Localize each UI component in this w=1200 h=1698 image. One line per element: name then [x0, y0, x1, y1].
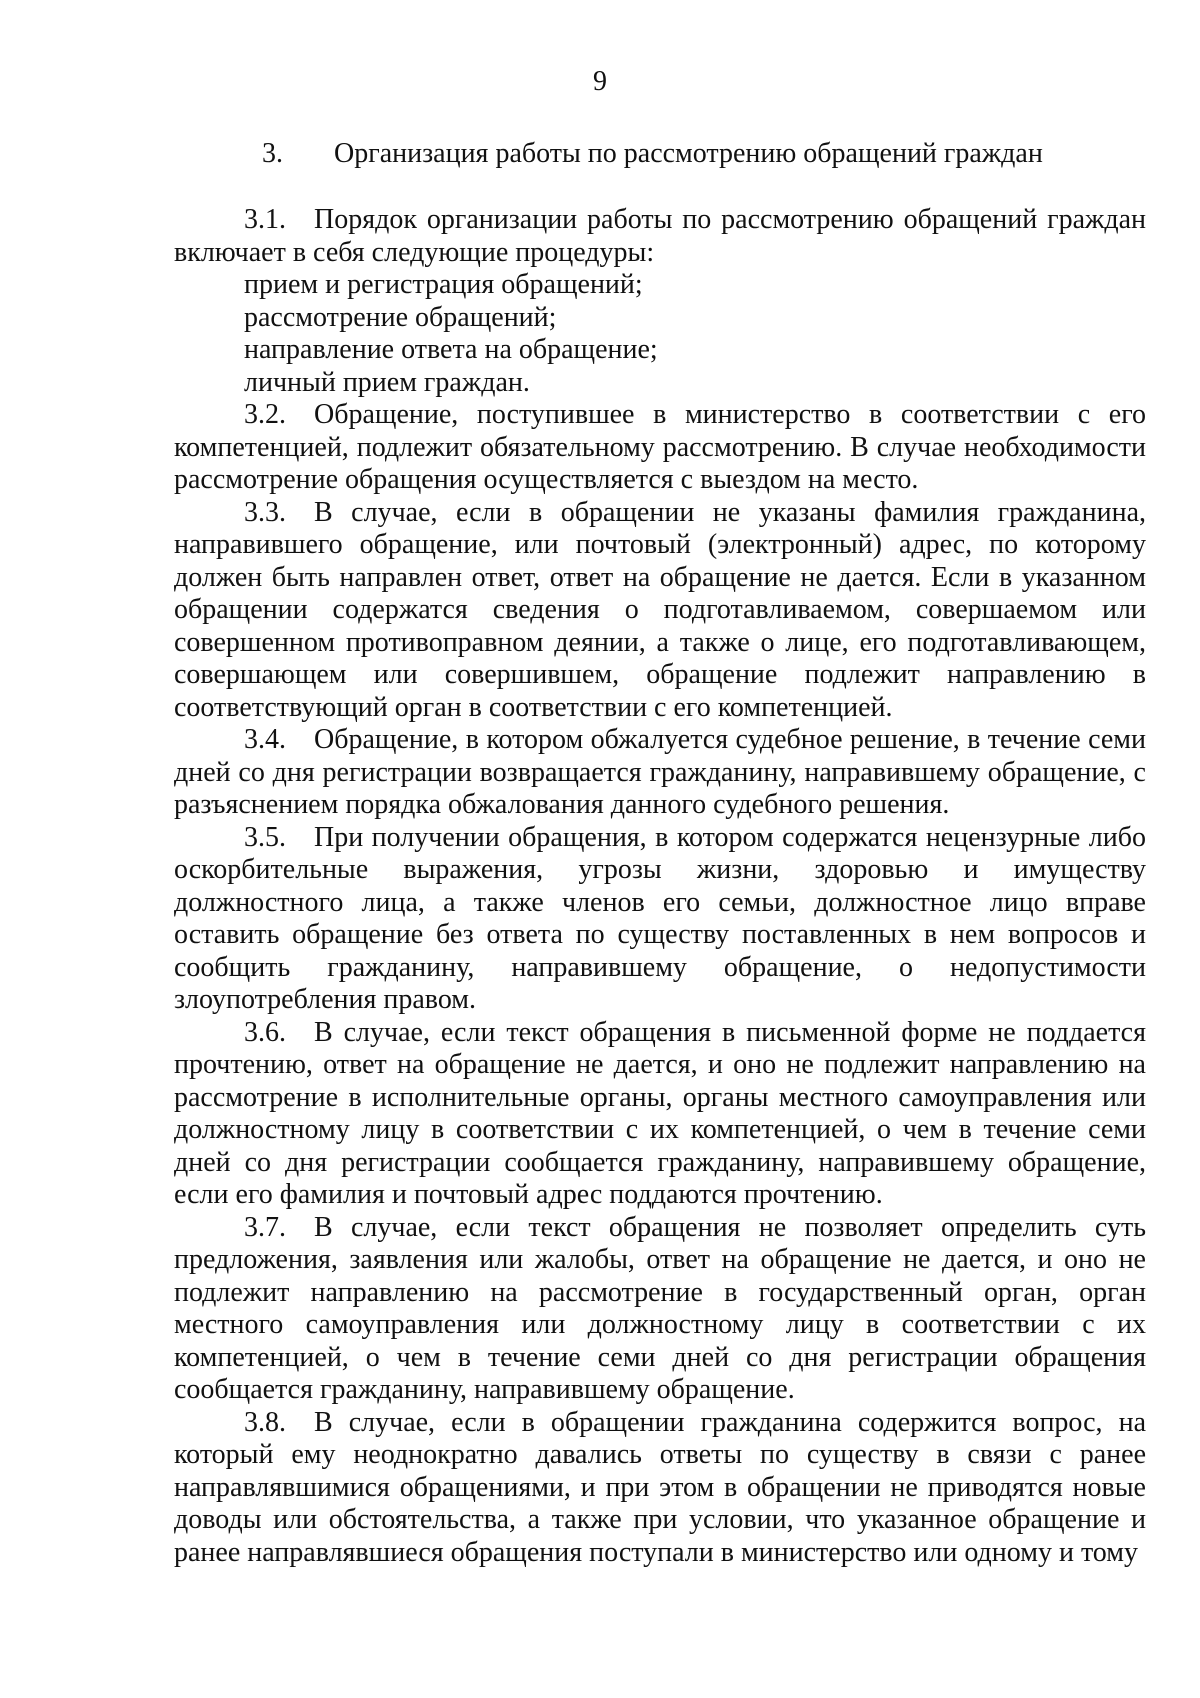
section-title: Организация работы по рассмотрению обращений граждан [334, 138, 1043, 169]
paragraph-3-3 [174, 497, 1146, 725]
paragraph-text: Обращение, в котором обжалуется судебное решение, в течение семи дней со дня регистрации возвращается гражданину, направившему обращение, с разъяснением порядка обжалования данного судебного решения. [174, 724, 1146, 820]
paragraph-3-6 [174, 1017, 1146, 1212]
paragraph-3-7 [174, 1212, 1146, 1407]
paragraph-number: 3.7. [244, 1211, 286, 1243]
procedure-item: рассмотрение обращений; [244, 301, 557, 333]
document-body [174, 204, 1146, 1569]
page-number: 9 [593, 66, 607, 97]
paragraph-text: При получении обращения, в котором содержатся нецензурные либо оскорбительные выражения, угрозы жизни, здоровью и имуществу должностного лица, а также членов его семьи, должностное лицо вправе оставить обращение без ответа по существу поставленных в нем вопросов и сообщить гражданину, направившему обращение, о недопустимости злоупотребления правом. [174, 821, 1146, 1015]
section-heading [262, 138, 1043, 170]
paragraph-3-1 [174, 204, 1146, 269]
paragraph-text: Обращение, поступившее в министерство в соответствии с его компетенцией, подлежит обязательному рассмотрению. В случае необходимости рассмотрение обращения осуществляется с выездом на место. [174, 399, 1146, 495]
paragraph-3-5 [174, 822, 1146, 1017]
paragraph-text: В случае, если текст обращения не позволяет определить суть предложения, заявления или жалобы, ответ на обращение не дается, и оно не подлежит направлению на рассмотрение в государственный орган, орган местного самоуправления или должностному лицу в соответствии с их компетенцией, о чем в течение семи дней со дня регистрации обращения сообщается гражданину, направившему обращение. [174, 1211, 1146, 1405]
paragraph-text: В случае, если текст обращения в письменной форме не поддается прочтению, ответ на обращение не дается, и оно не подлежит направлению на рассмотрение в исполнительные органы, органы местного самоуправления или должностному лицу в соответствии с их компетенцией, о чем в течение семи дней со дня регистрации сообщается гражданину, направившему обращение, если его фамилия и почтовый адрес поддаются прочтению. [174, 1016, 1146, 1210]
procedure-item: личный прием граждан. [244, 366, 530, 398]
paragraph-text: Порядок организации работы по рассмотрению обращений граждан включает в себя следующие процедуры: [174, 204, 1146, 268]
paragraph-text: В случае, если в обращении не указаны фамилия гражданина, направившего обращение, или почтовый (электронный) адрес, по которому должен быть направлен ответ, ответ на обращение не дается. Если в указанном обращении содержатся сведения о подготавливаемом, совершаемом или совершенном противоправном деянии, а также о лице, его подготавливающем, совершающем или совершившем, обращение подлежит направлению в соответствующий орган в соответствии с его компетенцией. [174, 496, 1146, 723]
paragraph-number: 3.3. [244, 496, 286, 528]
paragraph-number: 3.8. [244, 1406, 286, 1438]
section-number: 3. [262, 138, 283, 169]
paragraph-number: 3.1. [244, 204, 286, 235]
paragraph-3-8 [174, 1407, 1146, 1570]
paragraph-number: 3.2. [244, 399, 286, 430]
paragraph-number: 3.4. [244, 724, 286, 755]
paragraph-text: В случае, если в обращении гражданина содержится вопрос, на который ему неоднократно давались ответы по существу в связи с ранее направлявшимися обращениями, и при этом в обращении не приводятся новые доводы или обстоятельства, а также при условии, что указанное обращение и ранее направлявшиеся обращения поступали в министерство или одному и тому [174, 1406, 1146, 1568]
procedure-item: направление ответа на обращение; [244, 334, 658, 365]
paragraph-number: 3.6. [244, 1016, 286, 1048]
paragraph-3-2 [174, 399, 1146, 497]
paragraph-3-4 [174, 724, 1146, 822]
paragraph-number: 3.5. [244, 821, 286, 853]
procedure-item: прием и регистрация обращений; [244, 269, 643, 300]
